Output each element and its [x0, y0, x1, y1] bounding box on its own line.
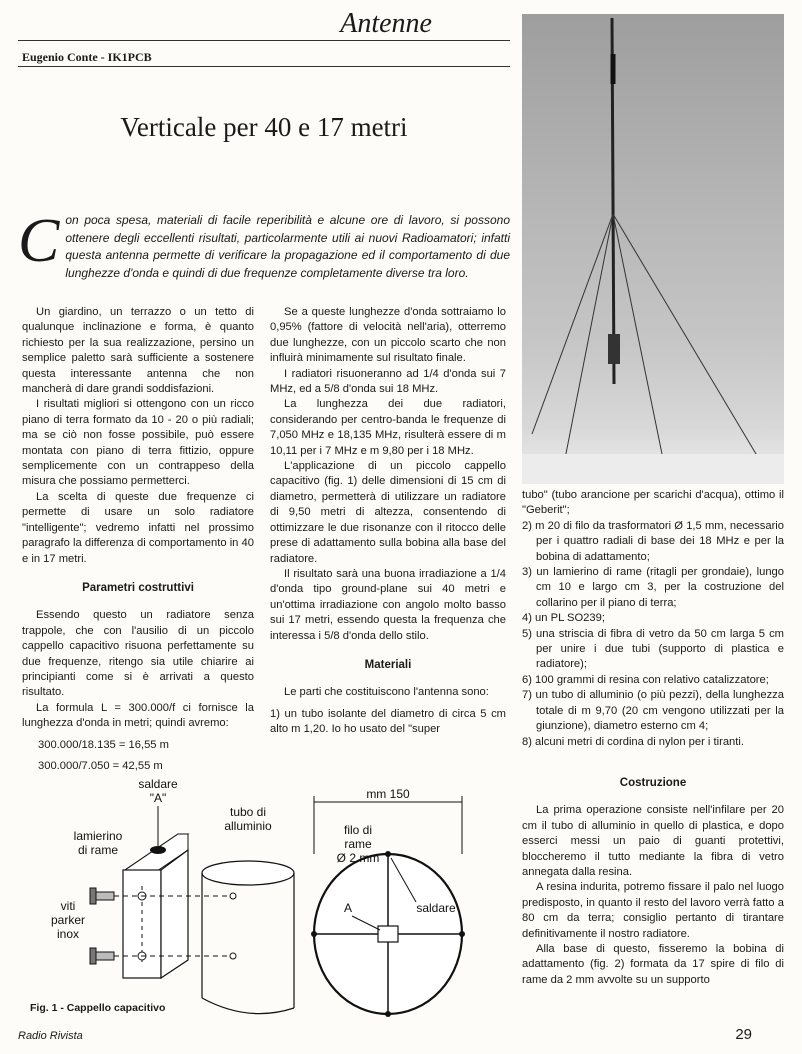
- label-viti-2: parker: [50, 913, 86, 927]
- paragraph: Alla base di questo, fisseremo la bobina di adattamento (fig. 2) formata da 17 spire di filo di rame da 2 mm avvolte su un supporto: [522, 942, 784, 986]
- paragraph: I radiatori risuoneranno ad 1/4 d'onda sui 7 MHz, ed a 5/8 d'onda sui 18 MHz.: [270, 367, 506, 396]
- paragraph: Il risultato sarà una buona irradiazione a 1/4 d'onda tipo ground-plane sui 40 metri e un'ottima irradiazione con angolo molto basso sui 17 metri, essendo questa la frequenza che interessa i 5/8 d'onda dello stilo.: [270, 567, 506, 642]
- hole: [230, 953, 236, 959]
- list-item: 4) un PL SO239;: [522, 612, 605, 625]
- paragraph: I risultati migliori si ottengono con un ricco piano di terra formato da 10 - 20 o più radiali; ma se ciò non fosse possibile, può essere montata con piano di terra fittizio, oppure semplicemente con un contrappeso della misura che possiamo permetterci.: [22, 398, 254, 488]
- list-item: 3) un lamierino di rame (ritagli per grondaie), lungo cm 10 e largo cm 3, per la costruzione del collarino per il piano di terra;: [522, 566, 784, 609]
- solder-point: [459, 931, 465, 937]
- header-rule: [18, 40, 510, 41]
- lead-paragraph: [18, 207, 510, 282]
- center-connector: [378, 926, 398, 942]
- drop-cap: C: [18, 207, 60, 275]
- label-saldare-a-2: "A": [149, 791, 167, 805]
- label-filo-1: filo di: [343, 823, 373, 837]
- label-tubo-2: alluminio: [224, 819, 272, 833]
- lead-text: on poca spesa, materiali di facile reperibilità e alcune ore di lavoro, si possono ottenere degli eccellenti risultati, particolarmente utili ai nuovi Radioamatori; infatti questa antenna permette di verificare la propagazione ed il comportamento di due lunghezze d'onda e quindi di due frequenze completamente diverse tra loro.: [65, 213, 510, 280]
- solder-point: [150, 846, 166, 854]
- hole: [230, 893, 236, 899]
- antenna-photo-drawing: [522, 14, 784, 484]
- label-filo-2: rame: [344, 837, 372, 851]
- screw-icon: [90, 888, 114, 904]
- list-item: 5) una striscia di fibra di vetro da 50 cm larga 5 cm per unire i due tubi (supporto di plastica e radiatore);: [522, 627, 784, 671]
- column-3: [522, 488, 784, 988]
- tube-bottom: [202, 998, 294, 1014]
- paragraph: La lunghezza dei due radiatori, considerando per centro-banda le frequenze di 7,050 MHz e 18,135 MHz, risulterà essere di m 10,11 per i 7 MHz e m 9,80 per i 18 MHz.: [270, 398, 506, 457]
- list-item: 1) un tubo isolante del diametro di circa 5 cm alto m 1,20. Io ho usato del "super: [270, 707, 506, 736]
- page-number: 29: [735, 1026, 752, 1043]
- antenna-photo: [522, 14, 784, 484]
- magazine-name: Radio Rivista: [18, 1030, 83, 1042]
- screw-icon: [90, 948, 114, 964]
- paragraph: L'applicazione di un piccolo cappello capacitivo (fig. 1) delle dimensioni di 15 cm di diametro, permetterà di utilizzare un radiatore di 9,50 metri di altezza, consentendo di ottimizzare le due risonanze con il ritocco delle prese di adattamento sulla bobina alla base del radiatore.: [270, 460, 506, 565]
- label-saldare-a-1: saldare: [138, 777, 178, 791]
- label-viti-1: viti: [60, 899, 76, 913]
- formula: 300.000/7.050 = 42,55 m: [38, 759, 163, 772]
- label-lamierino-1: lamierino: [73, 829, 123, 843]
- list-item: 2) m 20 di filo da trasformatori Ø 1,5 mm, necessario per i quattro radiali di base dei 18 MHz e per la bobina di adattamento;: [522, 519, 784, 563]
- formula: 300.000/18.135 = 16,55 m: [38, 738, 169, 751]
- label-tubo-1: tubo di: [229, 805, 267, 819]
- solder-point: [311, 931, 317, 937]
- list-item: 6) 100 grammi di resina con relativo catalizzatore;: [522, 673, 769, 686]
- article-title: Verticale per 40 e 17 metri: [120, 112, 408, 142]
- paragraph: La prima operazione consiste nell'infilare per 20 cm il tubo di alluminio in quello di plastica, e dopo esserci messi un paio di guanti protettivi, bloccheremo il tutto mediante la fibra di vetro annegata dalla resina.: [522, 804, 784, 878]
- subheading-materials: Materiali: [364, 658, 412, 671]
- subheading-construction: Costruzione: [619, 776, 687, 789]
- tube-top: [202, 861, 294, 885]
- paragraph: Un giardino, un terrazzo o un tetto di qualunque inclinazione e forma, è quanto richiesto per la sua realizzazione, persino un semplice paletto sarà sufficiente a sostenere questa interessante antenna che non mancherà di dare grandi soddisfazioni.: [22, 306, 254, 396]
- label-a: A: [343, 901, 353, 915]
- paragraph: tubo" (tubo arancione per scarichi d'acqua), ottimo il "Geberit";: [522, 489, 784, 517]
- label-viti-3: inox: [56, 927, 80, 941]
- column-1: [22, 305, 254, 780]
- solder-point: [385, 1011, 391, 1017]
- section-title: Antenne: [340, 8, 432, 39]
- paragraph: Essendo questo un radiatore senza trappole, che con l'ausilio di un piccolo cappello capacitivo risuona perfettamente su due frequenze, ritengo sia utile chiarire ai principianti come si è arrivati a questo risultato.: [22, 609, 254, 699]
- figure-caption: Fig. 1 - Cappello capacitivo: [30, 1002, 166, 1014]
- paragraph: A resina indurita, potremo fissare il palo nel luogo predisposto, in quanto il resto del lavoro verrà fatto a 80 cm da terra; consiglio pertanto di tirantare definitivamente il nostro radiatore.: [522, 881, 784, 940]
- list-item: 8) alcuni metri di cordina di nylon per i tiranti.: [522, 735, 744, 748]
- column-2: [270, 305, 506, 738]
- label-saldare: saldare: [416, 901, 456, 915]
- solder-point: [385, 851, 391, 857]
- subheading-parameters: Parametri costruttivi: [82, 581, 194, 594]
- paragraph: Se a queste lunghezze d'onda sottraiamo lo 0,95% (fattore di velocità nell'aria), otterremo due lunghezze, con un piccolo scarto che non influirà minimamente sul risultato finale.: [270, 306, 506, 365]
- paragraph: La scelta di queste due frequenze ci permette di usare un solo radiatore "intelligente"; vedremo infatti nel prossimo paragrafo la differenza di comportamento in 40 e in 17 metri.: [22, 490, 254, 565]
- figure-capacitive-hat: [18, 768, 510, 1028]
- label-filo-3: Ø 2 mm: [336, 851, 380, 865]
- author-rule: [18, 66, 510, 67]
- label-mm150: mm 150: [366, 787, 410, 801]
- paragraph: Le parti che costituiscono l'antenna sono:: [284, 686, 489, 699]
- label-lamierino-2: di rame: [77, 843, 119, 857]
- bracket-side: [161, 850, 188, 978]
- paragraph: La formula L = 300.000/f ci fornisce la lunghezza d'onda in metri; quindi avremo:: [22, 701, 254, 730]
- list-item: 7) un tubo di alluminio (o più pezzi), della lunghezza totale di m 9,70 (20 cm vengono utilizzati per la giunzione), diametro esterno cm 4;: [522, 689, 784, 733]
- author-byline: Eugenio Conte - IK1PCB: [22, 50, 152, 64]
- materials-list: [522, 519, 784, 750]
